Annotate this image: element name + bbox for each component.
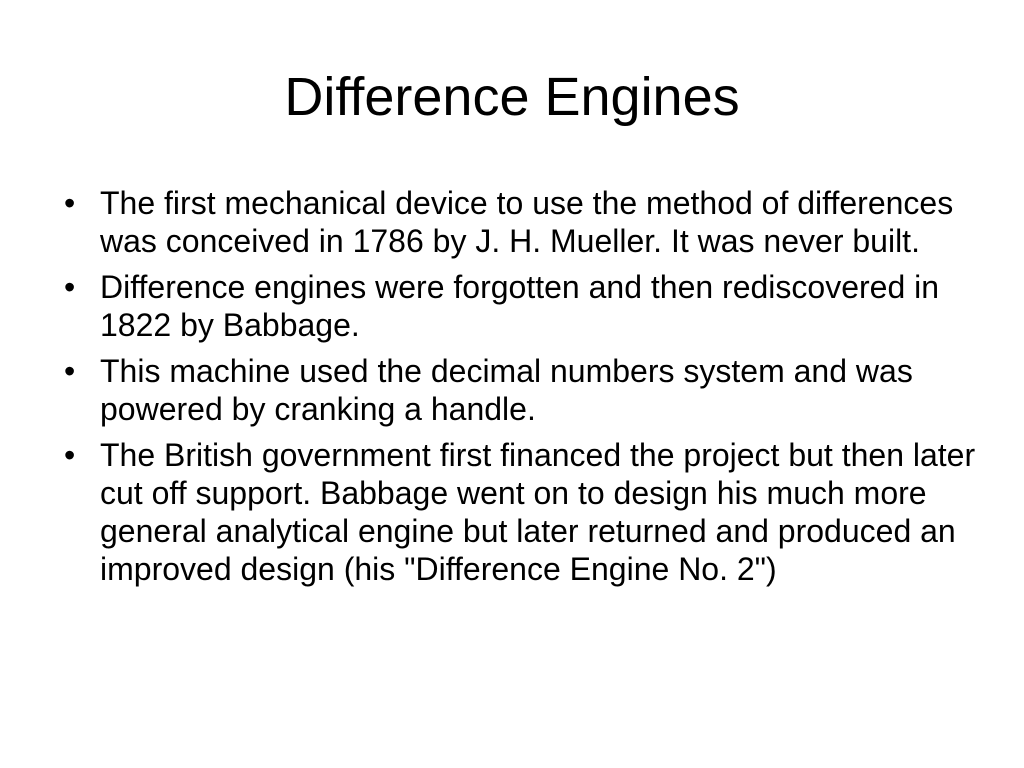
bullet-marker-icon: • [64, 269, 76, 305]
bullet-item-1 [60, 184, 980, 260]
bullet-text: The first mechanical device to use the method of differences was conceived in 1786 by J. H. Mueller. It was never built. [100, 185, 954, 259]
bullet-marker-icon: • [64, 185, 76, 221]
bullet-item-2 [60, 268, 980, 344]
slide-title: Difference Engines [284, 67, 740, 127]
bullet-text: Difference engines were forgotten and then rediscovered in 1822 by Babbage. [100, 269, 940, 343]
bullet-marker-icon: • [64, 353, 76, 389]
bullet-list [60, 184, 980, 596]
bullet-text: The British government first financed the project but then later cut off support. Babbage went on to design his much more general analytical engine but later returned and produced an improved design (his "Difference Engine No. 2") [100, 437, 976, 587]
bullet-item-3 [60, 352, 980, 428]
bullet-text: This machine used the decimal numbers system and was powered by cranking a handle. [100, 353, 913, 427]
bullet-item-4 [60, 436, 980, 588]
bullet-marker-icon: • [64, 437, 76, 473]
